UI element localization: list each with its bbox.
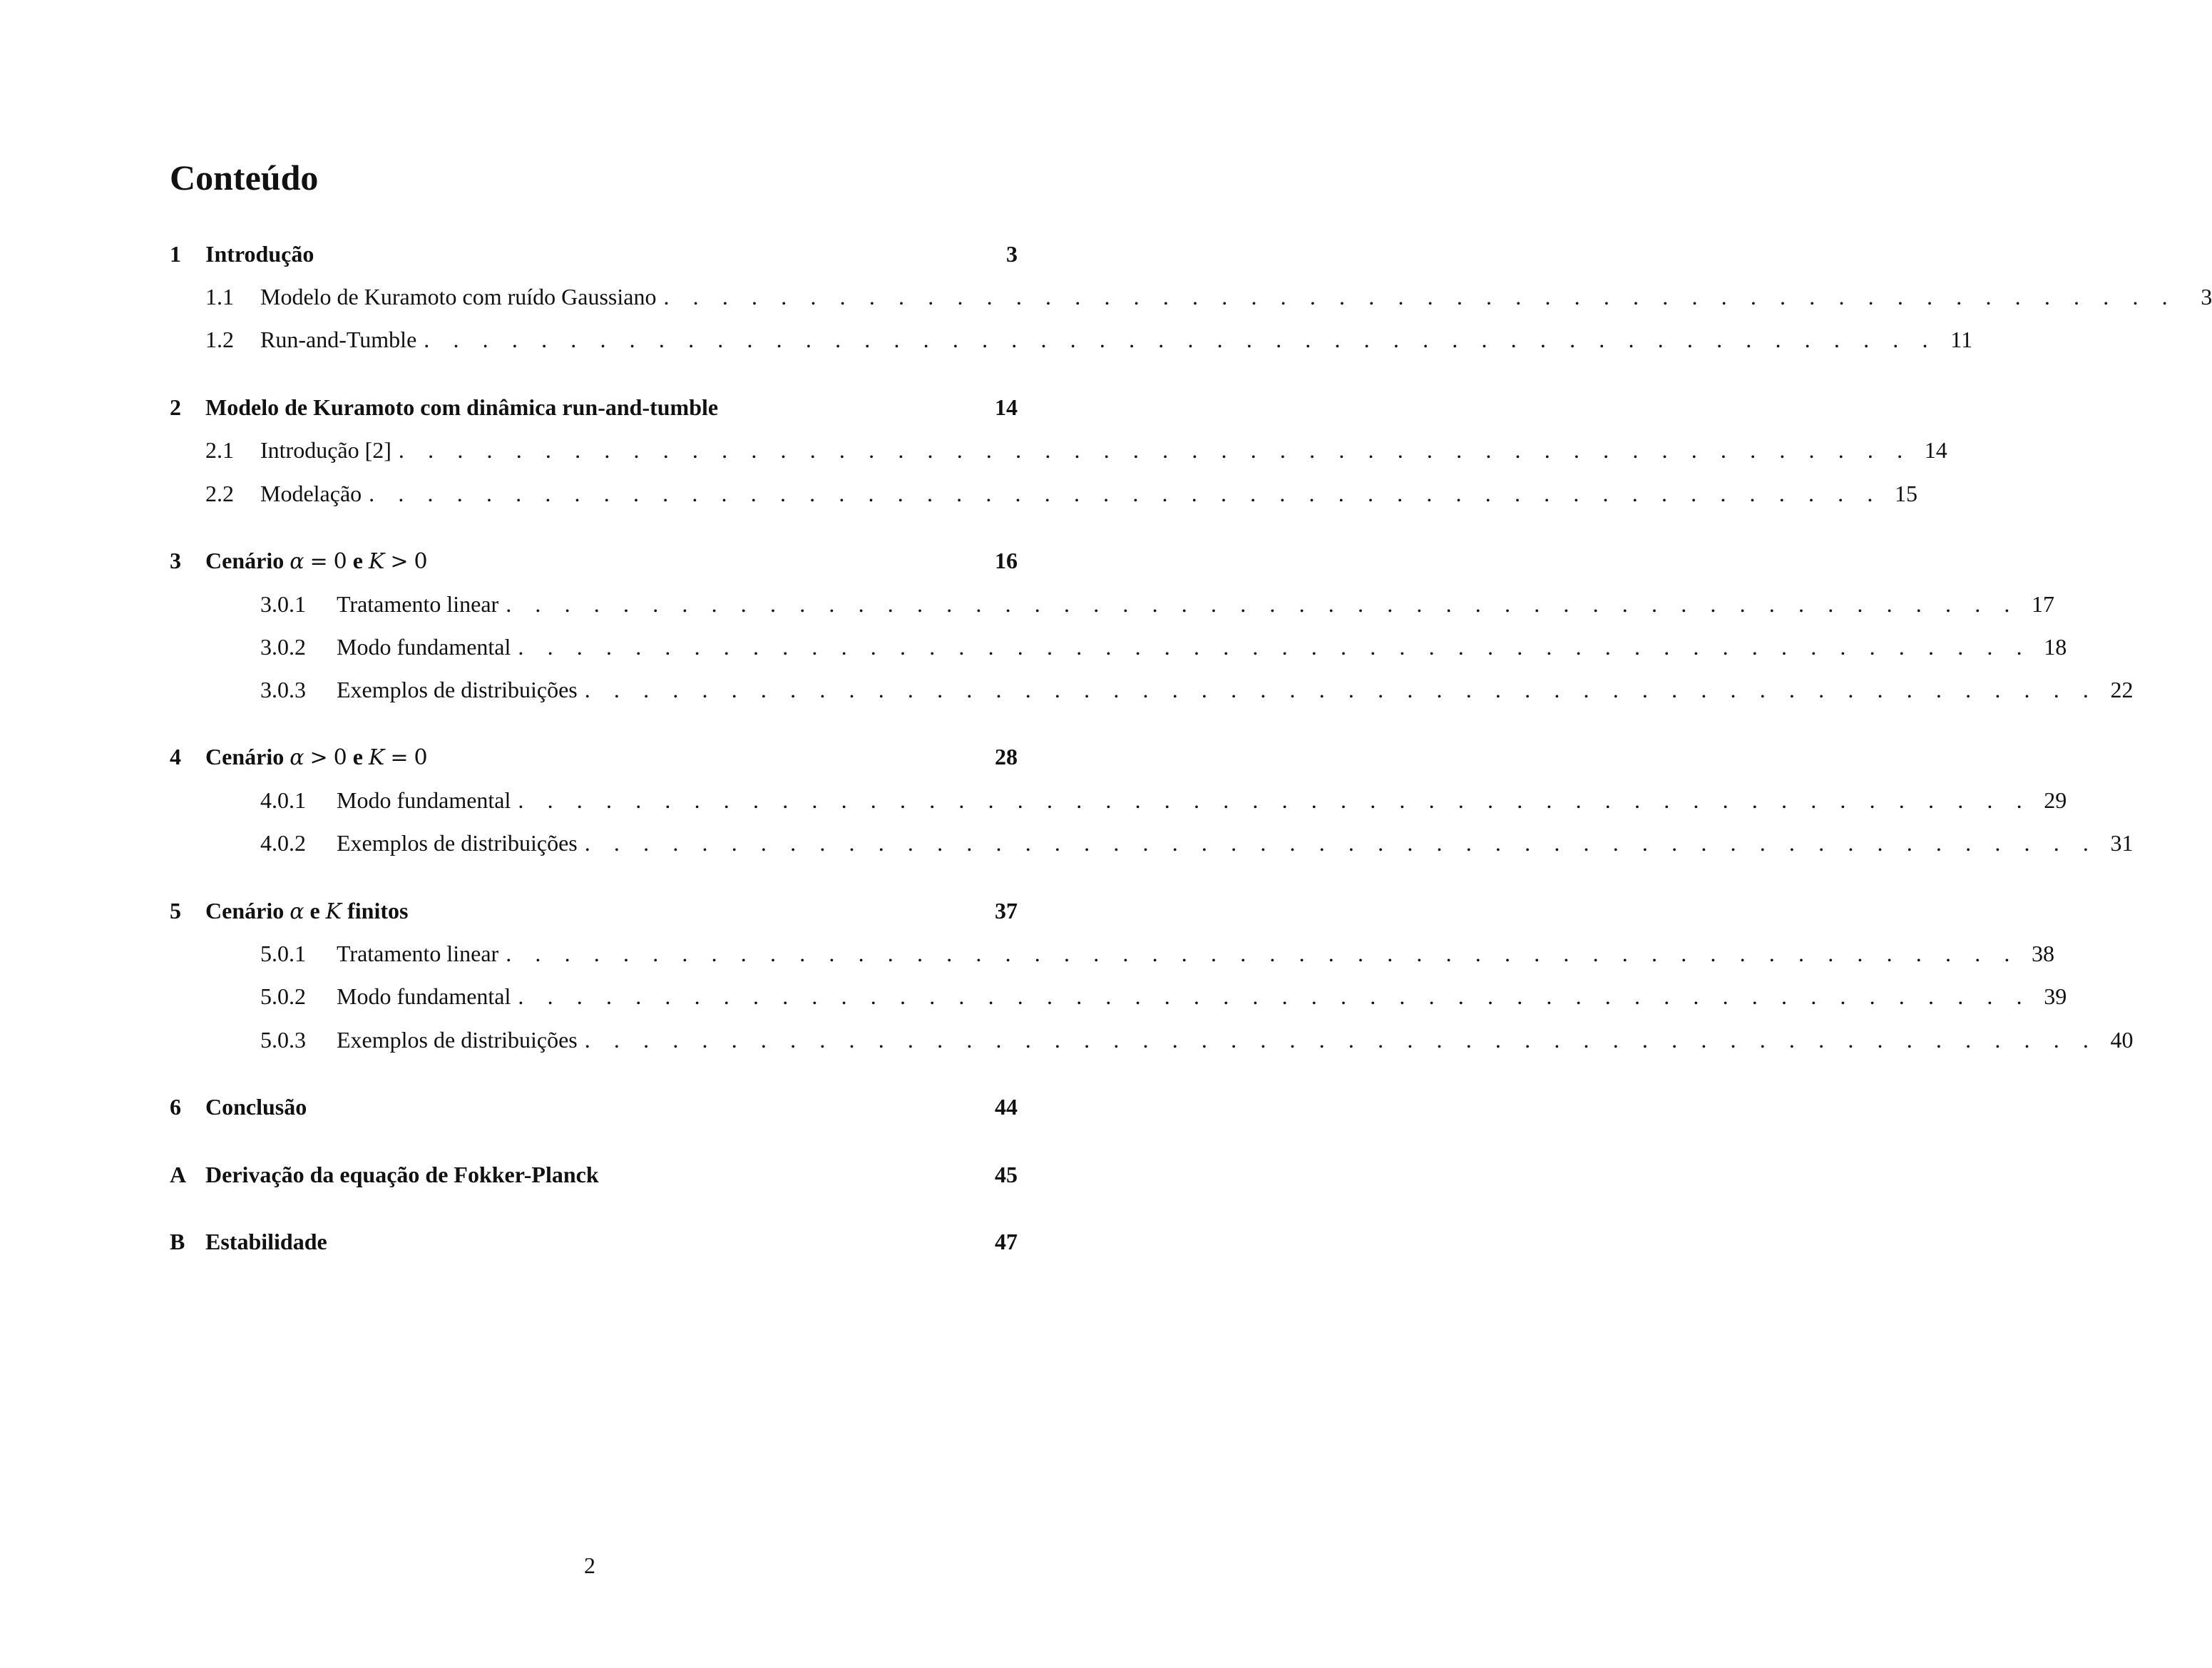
equals-sign: = (309, 549, 328, 574)
toc-subsection-3-0-3[interactable] (260, 677, 2134, 702)
subsection-page: 18 (2044, 634, 2067, 660)
section-page: 11 (1950, 327, 1973, 352)
subsection-page: 31 (2110, 830, 2134, 856)
dot-leader: . . . . . . . . . . . . . . . . . . . . . . . . . . . . . . . . . . . . . . . . . . . . . . . . . . . . (518, 787, 2032, 813)
subsection-number: 3.0.1 (260, 591, 306, 617)
subsection-page: 40 (2110, 1027, 2134, 1053)
chapter-title: Introdução (205, 241, 314, 267)
subsection-title: Tratamento linear (337, 941, 499, 966)
chapter-number: 2 (170, 394, 181, 420)
conjunction: e (352, 548, 363, 573)
toc-appendix-a[interactable] (170, 1163, 1018, 1186)
subsection-title: Modo fundamental (337, 983, 511, 1009)
conjunction: e (352, 744, 363, 769)
toc-chapter-5[interactable] (170, 899, 1018, 923)
toc-subsection-5-0-1[interactable] (260, 941, 2055, 966)
section-title: Modelo de Kuramoto com ruído Gaussiano (260, 284, 657, 309)
subsection-number: 5.0.3 (260, 1027, 306, 1053)
alpha-symbol: α (290, 745, 304, 770)
toc-subsection-3-0-2[interactable] (260, 634, 2067, 660)
section-page: 14 (1924, 437, 1947, 463)
section-number: 2.1 (205, 437, 234, 463)
alpha-symbol: α (290, 549, 304, 574)
chapter-number: 1 (170, 241, 181, 267)
toc-subsection-4-0-2[interactable] (260, 830, 2134, 856)
toc-subsection-5-0-2[interactable] (260, 983, 2067, 1009)
section-number: 2.2 (205, 481, 234, 506)
toc-chapter-4[interactable] (170, 745, 1018, 769)
toc-chapter-3[interactable] (170, 549, 1018, 573)
k-symbol: K (368, 549, 385, 574)
chapter-page: 44 (995, 1094, 1018, 1120)
subsection-title: Exemplos de distribuições (337, 677, 578, 702)
appendix-page: 45 (995, 1162, 1018, 1187)
chapter-page: 16 (995, 548, 1018, 573)
title-text: Cenário (205, 548, 285, 573)
zero-value: 0 (414, 745, 428, 770)
chapter-title: Conclusão (205, 1094, 307, 1120)
dot-leader: . . . . . . . . . . . . . . . . . . . . . . . . . . . . . . . . . . . . . . . . . . . . . . . . . . . . (663, 284, 2177, 309)
title-suffix: finitos (347, 898, 409, 923)
dot-leader: . . . . . . . . . . . . . . . . . . . . . . . . . . . . . . . . . . . . . . . . . . . . . . . . . . . . (424, 327, 1937, 352)
dot-leader: . . . . . . . . . . . . . . . . . . . . . . . . . . . . . . . . . . . . . . . . . . . . . . . . . . . . (518, 983, 2032, 1009)
toc-section-1-2[interactable] (205, 327, 1973, 352)
subsection-page: 39 (2044, 983, 2067, 1009)
subsection-title: Tratamento linear (337, 591, 499, 617)
chapter-title (205, 549, 995, 573)
appendix-page: 47 (995, 1229, 1018, 1254)
chapter-page: 28 (995, 744, 1018, 769)
toc-heading: Conteúdo (170, 158, 319, 198)
subsection-title: Exemplos de distribuições (337, 1027, 578, 1053)
section-page: 15 (1894, 481, 1917, 506)
subsection-title: Modo fundamental (337, 634, 511, 660)
subsection-page: 17 (2032, 591, 2055, 617)
subsection-title: Modo fundamental (337, 787, 511, 813)
subsection-page: 29 (2044, 787, 2067, 813)
chapter-number: 5 (170, 898, 181, 923)
subsection-number: 5.0.2 (260, 983, 306, 1009)
section-page: 3 (2201, 284, 2212, 309)
dot-leader: . . . . . . . . . . . . . . . . . . . . . . . . . . . . . . . . . . . . . . . . . . . . . . . . . . . . (584, 677, 2098, 702)
subsection-page: 22 (2110, 677, 2134, 702)
greater-than-sign: > (309, 745, 328, 770)
section-title: Modelação (260, 481, 362, 506)
zero-value: 0 (333, 745, 347, 770)
alpha-symbol: α (290, 899, 304, 924)
chapter-title (205, 745, 995, 769)
dot-leader: . . . . . . . . . . . . . . . . . . . . . . . . . . . . . . . . . . . . . . . . . . . . . . . . . . . . (398, 437, 1912, 463)
section-number: 1.1 (205, 284, 234, 309)
subsection-page: 38 (2032, 941, 2055, 966)
zero-value: 0 (333, 549, 347, 574)
section-title: Run-and-Tumble (260, 327, 417, 352)
page-number: 2 (584, 1552, 595, 1578)
dot-leader: . . . . . . . . . . . . . . . . . . . . . . . . . . . . . . . . . . . . . . . . . . . . . . . . . . . . (506, 591, 2019, 617)
subsection-title: Exemplos de distribuições (337, 830, 578, 856)
appendix-title: Estabilidade (205, 1229, 327, 1254)
appendix-letter: A (170, 1162, 187, 1187)
greater-than-sign: > (390, 549, 409, 574)
chapter-title (205, 899, 995, 923)
subsection-number: 3.0.2 (260, 634, 306, 660)
section-number: 1.2 (205, 327, 234, 352)
subsection-number: 4.0.2 (260, 830, 306, 856)
k-symbol: K (325, 899, 342, 924)
toc-section-2-1[interactable] (205, 437, 1947, 463)
section-title: Introdução [2] (260, 437, 391, 463)
toc-section-2-2[interactable] (205, 481, 1917, 506)
appendix-title: Derivação da equação de Fokker-Planck (205, 1162, 599, 1187)
toc-appendix-b[interactable] (170, 1230, 1018, 1253)
toc-chapter-1[interactable] (170, 242, 1018, 265)
appendix-letter: B (170, 1229, 185, 1254)
dot-leader: . . . . . . . . . . . . . . . . . . . . . . . . . . . . . . . . . . . . . . . . . . . . . . . . . . . . (584, 1027, 2098, 1053)
toc-chapter-2[interactable] (170, 396, 1018, 419)
toc-subsection-3-0-1[interactable] (260, 591, 2055, 617)
toc-subsection-5-0-3[interactable] (260, 1027, 2134, 1053)
chapter-page: 37 (995, 898, 1018, 923)
toc-chapter-6[interactable] (170, 1095, 1018, 1118)
dot-leader: . . . . . . . . . . . . . . . . . . . . . . . . . . . . . . . . . . . . . . . . . . . . . . . . . . . . (584, 830, 2098, 856)
title-text: Cenário (205, 744, 285, 769)
toc-section-1-1[interactable] (205, 284, 2212, 309)
dot-leader: . . . . . . . . . . . . . . . . . . . . . . . . . . . . . . . . . . . . . . . . . . . . . . . . . . . . (518, 634, 2032, 660)
chapter-title: Modelo de Kuramoto com dinâmica run-and-tumble (205, 394, 719, 420)
subsection-number: 5.0.1 (260, 941, 306, 966)
dot-leader: . . . . . . . . . . . . . . . . . . . . . . . . . . . . . . . . . . . . . . . . . . . . . . . . . . . . (506, 941, 2019, 966)
chapter-page: 14 (995, 394, 1018, 420)
equals-sign: = (390, 745, 409, 770)
subsection-number: 3.0.3 (260, 677, 306, 702)
chapter-number: 4 (170, 744, 181, 769)
dot-leader: . . . . . . . . . . . . . . . . . . . . . . . . . . . . . . . . . . . . . . . . . . . . . . . . . . . . (369, 481, 1882, 506)
zero-value: 0 (414, 549, 428, 574)
toc-subsection-4-0-1[interactable] (260, 787, 2067, 813)
title-text: Cenário (205, 898, 285, 923)
chapter-number: 3 (170, 548, 181, 573)
k-symbol: K (368, 745, 385, 770)
chapter-number: 6 (170, 1094, 181, 1120)
subsection-number: 4.0.1 (260, 787, 306, 813)
chapter-page: 3 (1006, 241, 1018, 267)
conjunction: e (309, 898, 320, 923)
